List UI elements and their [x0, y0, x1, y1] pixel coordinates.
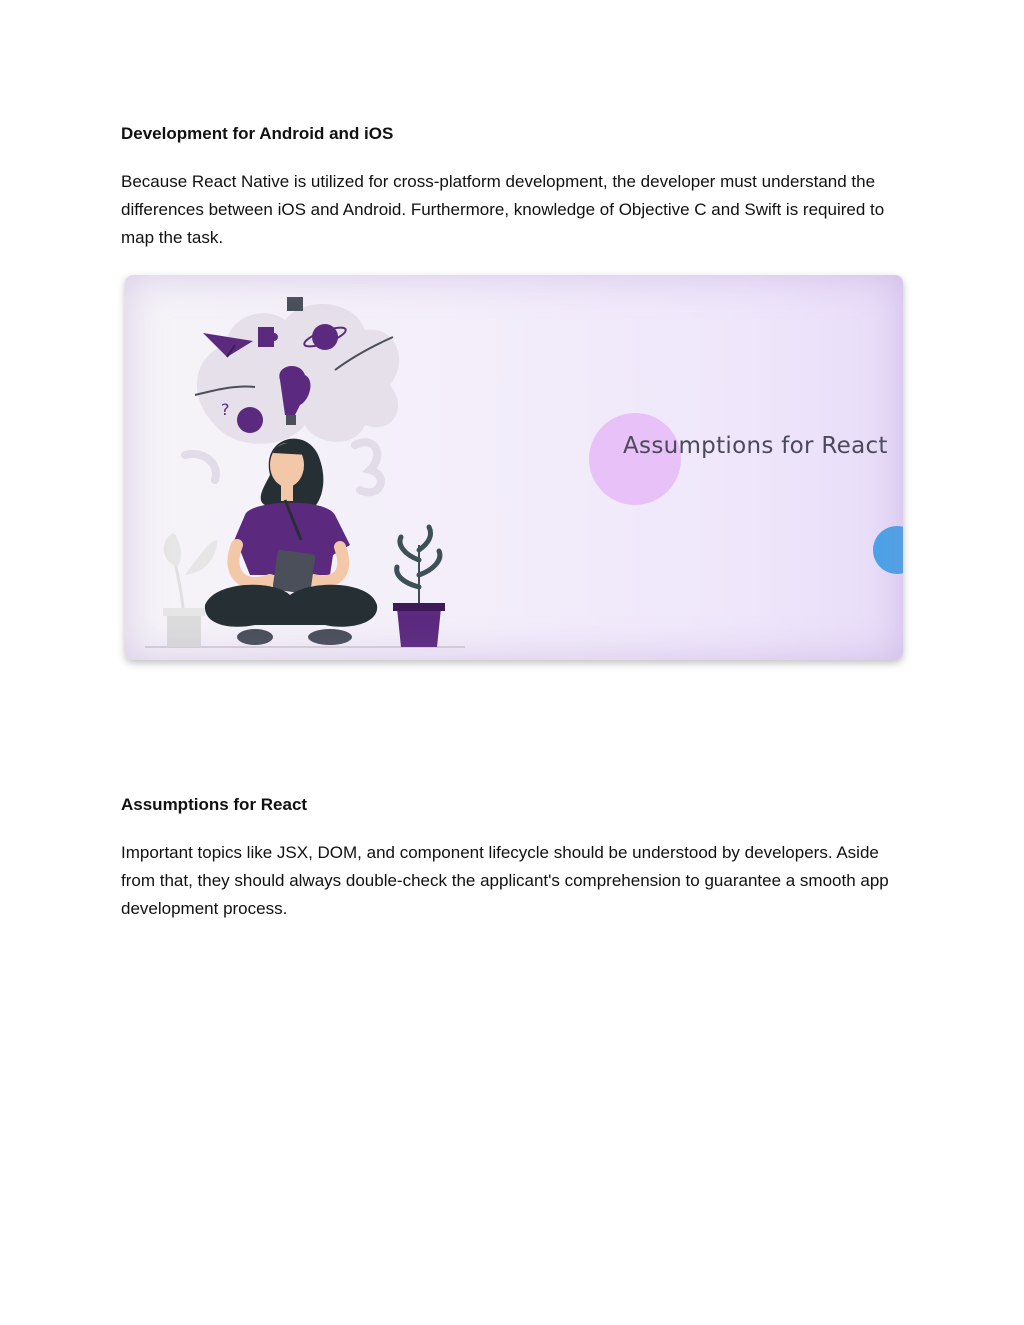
- section-body-android-ios: Because React Native is utilized for cross-platform development, the developer must understand the differences between iOS and Android. Furthermore, knowledge of Objective C and Swift is required to map the task.: [121, 172, 885, 247]
- svg-text:?: ?: [221, 400, 230, 419]
- woman-thinking-illustration: [125, 275, 485, 660]
- banner-title: Assumptions for React: [623, 433, 888, 459]
- section-heading-android-ios: Development for Android and iOS: [121, 124, 394, 143]
- hero-banner-image: [125, 275, 903, 660]
- decorative-pink-circle: [589, 413, 681, 505]
- decorative-blue-circle: [873, 526, 903, 574]
- section-body-assumptions: Important topics like JSX, DOM, and component lifecycle should be understood by developers. Aside from that, they should always double-check the applicant's comprehension to guarantee a smooth app development process.: [121, 843, 889, 918]
- section-heading-assumptions: Assumptions for React: [121, 795, 308, 814]
